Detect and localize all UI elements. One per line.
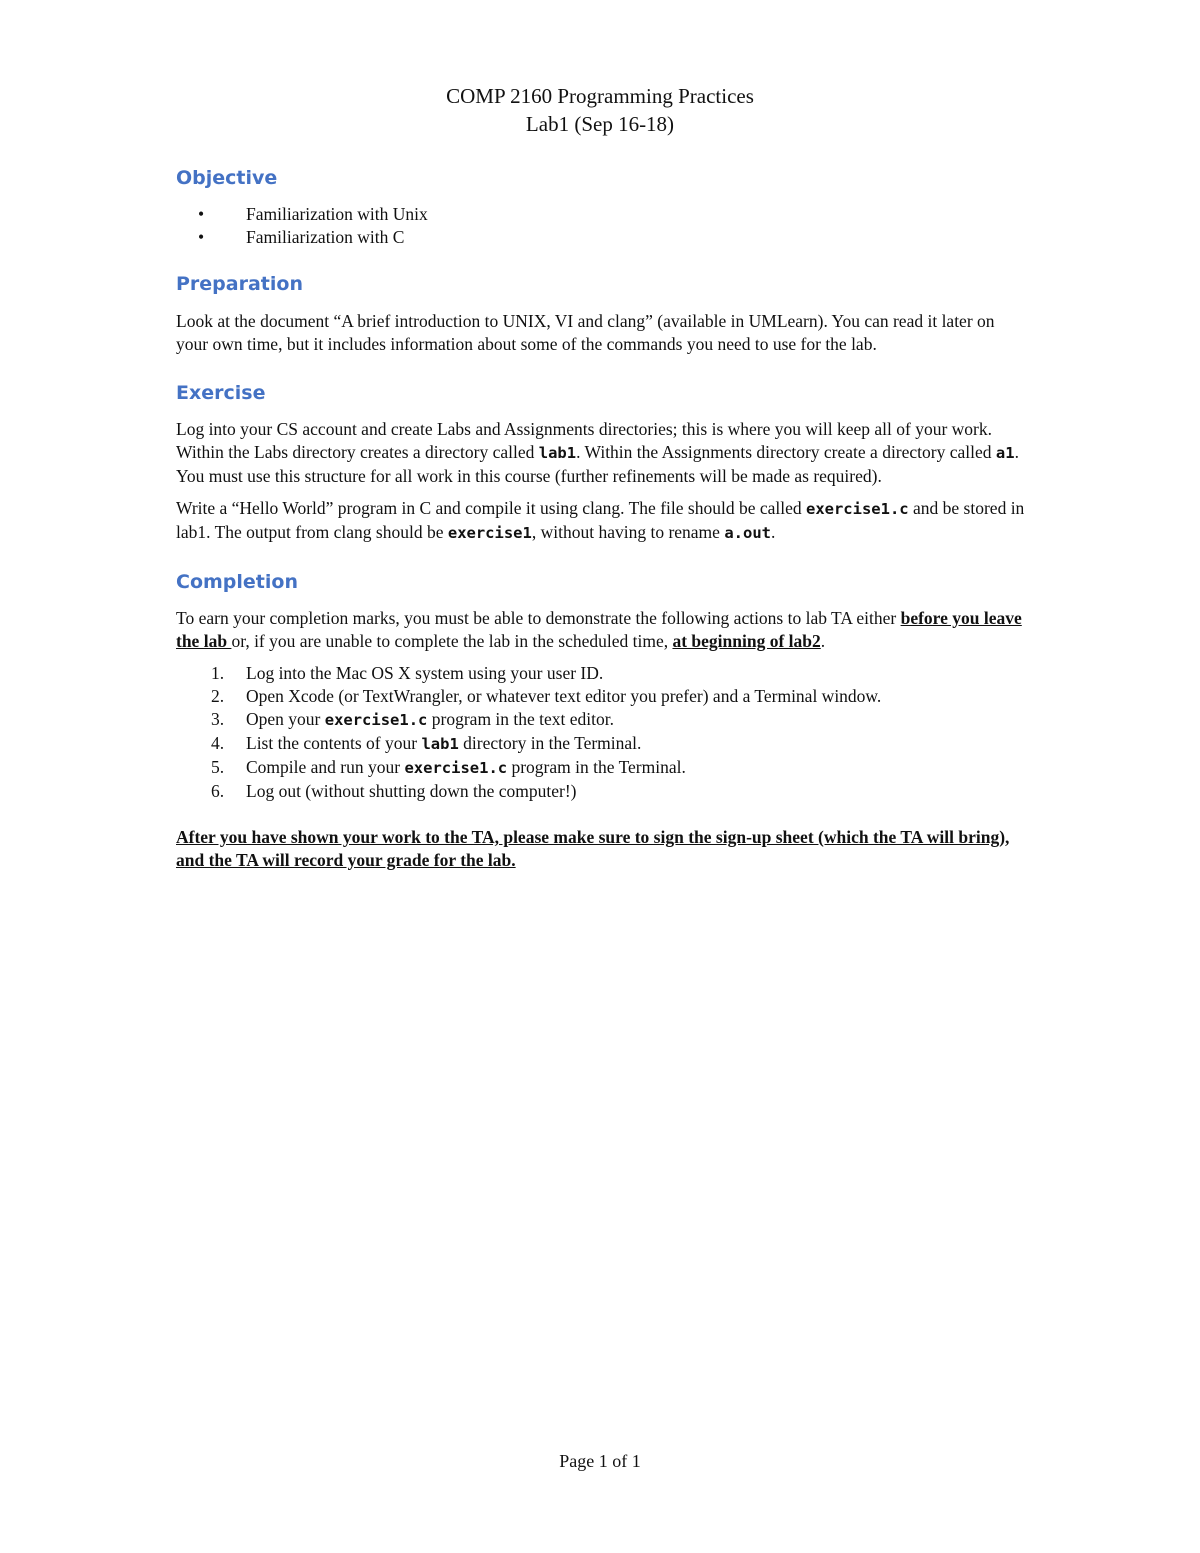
objective-list [176,203,1026,249]
step-text: Log into the Mac OS X system using your user ID. [246,663,604,683]
text-run: Write a “Hello World” program in C and compile it using clang. The file should be called [176,498,806,518]
completion-intro [176,607,1026,653]
step-text: Open Xcode (or TextWrangler, or whatever text editor you prefer) and a Terminal window. [246,686,882,706]
list-item [176,732,1026,756]
step-text [246,757,686,777]
preparation-paragraph: Look at the document “A brief introduction to UNIX, VI and clang” (available in UMLearn). You can read it later on your own time, but it includes information about some of the commands you need to use for the lab. [176,311,995,354]
step-number: 1. [211,663,225,683]
course-title: COMP 2160 Programming Practices [446,84,754,108]
dir-name-lab1: lab1 [538,444,577,462]
list-item [176,685,1026,708]
step-text: Log out (without shutting down the computer!) [246,781,577,801]
list-item [176,226,1026,249]
text-run: Log into your CS account and create Labs and Assignments directories; this is where you will keep all of your work. Within the Labs directory creates a directory called [176,419,992,462]
text-run: program in the text editor. [427,709,615,729]
completion-steps [176,662,1026,803]
text-run: or, if you are unable to complete the lab in the scheduled time, [231,631,673,651]
text-run: . Within the Assignments directory create a directory called [576,442,996,462]
text-run: To earn your completion marks, you must be able to demonstrate the following actions to lab TA either [176,608,901,628]
list-item [176,756,1026,780]
text-run: directory in the Terminal. [458,733,642,753]
text-run: , without having to rename [531,522,725,542]
exercise-paragraph-1 [176,418,1026,488]
output-name-exercise1: exercise1 [447,524,532,542]
text-run: . [820,631,826,651]
text-run: List the contents of your [246,733,422,753]
list-item [176,662,1026,685]
dir-name-a1: a1 [995,444,1015,462]
lab-title: Lab1 (Sep 16-18) [525,112,675,136]
emphasis-beginning-lab2: at beginning of lab2 [672,631,821,651]
list-item [176,203,1026,226]
file-name-exercise1c: exercise1.c [805,500,909,518]
file-name-exercise1c: exercise1.c [404,759,508,777]
list-item [176,780,1026,803]
completion-heading: Completion [176,571,298,593]
step-text [246,709,614,729]
bullet-icon: • [198,204,205,224]
step-number: 3. [211,709,225,729]
preparation-heading: Preparation [176,273,303,295]
objective-item-text: Familiarization with C [246,227,405,247]
text-run: . [771,522,776,542]
step-number: 5. [211,757,225,777]
document-body [176,82,1026,872]
exercise-paragraph-2 [176,497,1026,545]
title-block [0,82,1200,138]
step-number: 4. [211,733,225,753]
objective-item-text: Familiarization with Unix [246,204,428,224]
text-run: and be stored in lab1. The output from clang should be [176,498,1025,542]
file-name-aout: a.out [724,524,771,542]
file-name-exercise1c: exercise1.c [324,711,428,729]
text-run: . You must use this structure for all work in this course (further refinements will be made as required). [176,442,1019,486]
step-number: 2. [211,686,225,706]
text-run: program in the Terminal. [507,757,686,777]
objective-heading: Objective [176,167,278,189]
dir-name-lab1: lab1 [421,735,459,753]
step-text [246,733,641,753]
step-number: 6. [211,781,225,801]
page-footer: Page 1 of 1 [559,1451,641,1471]
text-run: Open your [246,709,325,729]
closing-note: After you have shown your work to the TA, please make sure to sign the sign-up sheet (which the TA will bring), and the TA will record your grade for the lab. [176,827,1010,870]
text-run: Compile and run your [246,757,405,777]
list-item [176,708,1026,732]
emphasis-before-leave: before you leave the lab [176,608,1022,651]
exercise-heading: Exercise [176,382,266,404]
bullet-icon: • [198,227,205,247]
